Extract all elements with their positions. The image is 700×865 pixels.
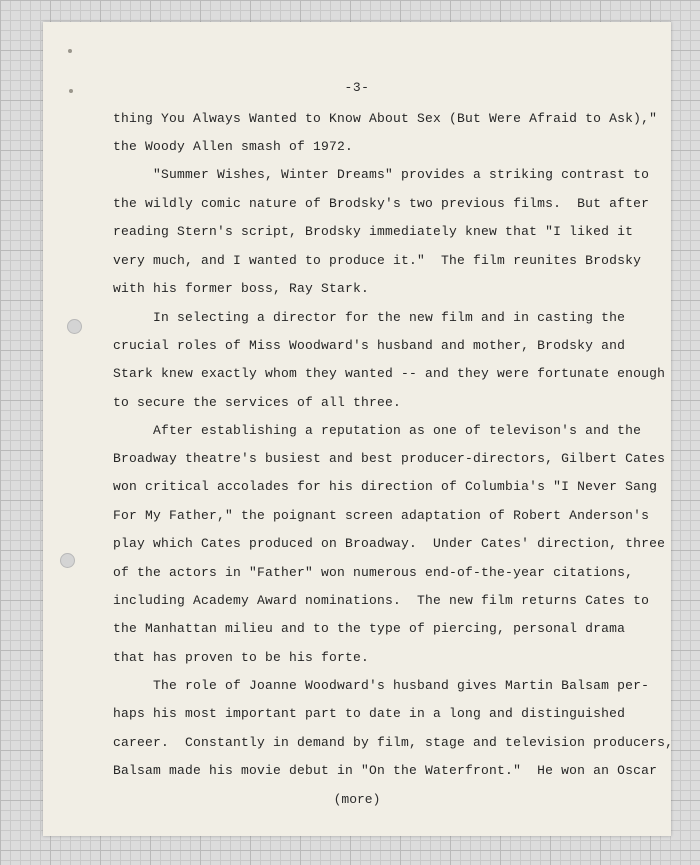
staple-mark	[68, 49, 72, 53]
text-line: Balsam made his movie debut in "On the Waterfront." He won an Oscar	[113, 763, 658, 778]
text-line: haps his most important part to date in a long and distinguished	[113, 706, 626, 721]
text-line: After establishing a reputation as one of televison's and the	[113, 423, 642, 438]
page-number: -3-	[344, 80, 370, 95]
text-line: For My Father," the poignant screen adaptation of Robert Anderson's	[113, 508, 650, 523]
punch-hole	[67, 319, 82, 334]
text-line: the wildly comic nature of Brodsky's two previous films. But after	[113, 196, 650, 211]
text-line: The role of Joanne Woodward's husband gives Martin Balsam per-	[113, 678, 650, 693]
punch-hole	[60, 553, 75, 568]
text-line: career. Constantly in demand by film, stage and television producers,	[113, 735, 674, 750]
text-line: In selecting a director for the new film and in casting the	[113, 310, 626, 325]
text-line: the Manhattan milieu and to the type of piercing, personal drama	[113, 621, 626, 636]
text-line: reading Stern's script, Brodsky immediately knew that "I liked it	[113, 224, 634, 239]
text-line: to secure the services of all three.	[113, 395, 402, 410]
text-line: "Summer Wishes, Winter Dreams" provides a striking contrast to	[113, 167, 650, 182]
text-line: of the actors in "Father" won numerous end-of-the-year citations,	[113, 565, 634, 580]
more-indicator: (more)	[333, 792, 381, 807]
text-line: Broadway theatre's busiest and best producer-directors, Gilbert Cates	[113, 451, 666, 466]
text-line: thing You Always Wanted to Know About Sex (But Were Afraid to Ask),"	[113, 111, 658, 126]
text-line: including Academy Award nominations. The new film returns Cates to	[113, 593, 650, 608]
text-line: Stark knew exactly whom they wanted -- and they were fortunate enough	[113, 366, 666, 381]
text-line: crucial roles of Miss Woodward's husband and mother, Brodsky and	[113, 338, 626, 353]
text-line: won critical accolades for his direction of Columbia's "I Never Sang	[113, 479, 658, 494]
text-line: the Woody Allen smash of 1972.	[113, 139, 354, 154]
typed-page	[43, 22, 674, 836]
text-line: very much, and I wanted to produce it." The film reunites Brodsky	[113, 253, 642, 268]
text-line: play which Cates produced on Broadway. Under Cates' direction, three	[113, 536, 666, 551]
text-line: with his former boss, Ray Stark.	[113, 281, 370, 296]
text-line: that has proven to be his forte.	[113, 650, 370, 665]
